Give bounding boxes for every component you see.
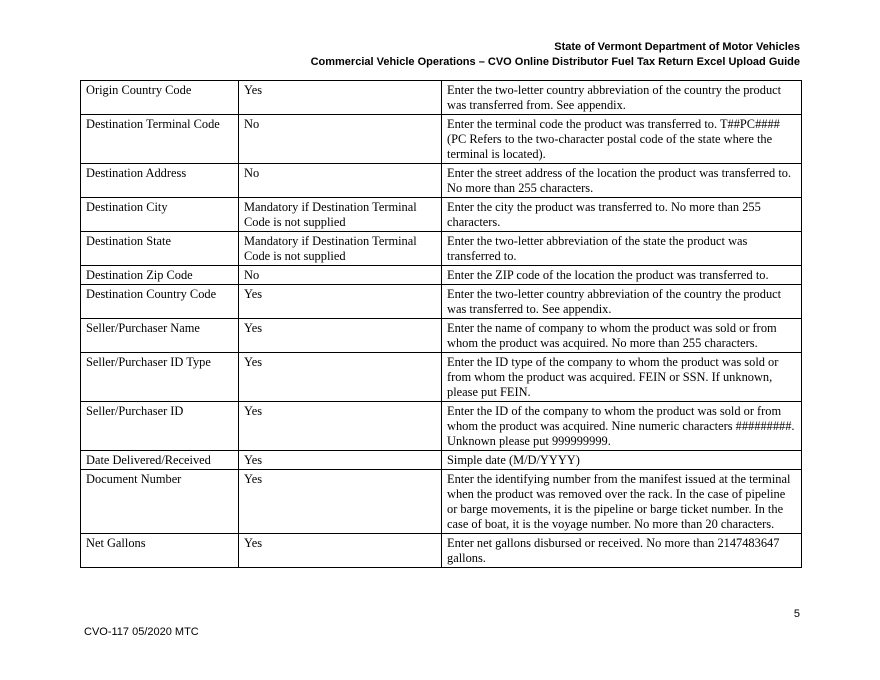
description-cell: Enter the terminal code the product was transferred to. T##PC#### (PC Refers to the two-character postal code of the state where the terminal is located). bbox=[442, 115, 802, 164]
description-cell: Enter the identifying number from the manifest issued at the terminal when the product was removed over the rack. In the case of pipeline or barge movements, it is the pipeline or barge ticket number. In the case of boat, it is the voyage number. No more than 20 characters. bbox=[442, 470, 802, 534]
table-row bbox=[81, 198, 802, 232]
field-name-cell: Destination Terminal Code bbox=[81, 115, 239, 164]
table-row bbox=[81, 319, 802, 353]
table-row bbox=[81, 285, 802, 319]
field-name-cell: Destination Country Code bbox=[81, 285, 239, 319]
description-cell: Enter the ID type of the company to whom the product was sold or from whom the product was acquired. FEIN or SSN. If unknown, please put FEIN. bbox=[442, 353, 802, 402]
description-cell: Enter the two-letter abbreviation of the state the product was transferred to. bbox=[442, 232, 802, 266]
required-cell: No bbox=[239, 266, 442, 285]
header-agency: State of Vermont Department of Motor Vehicles bbox=[554, 41, 800, 53]
field-name-cell: Document Number bbox=[81, 470, 239, 534]
required-cell: Yes bbox=[239, 402, 442, 451]
field-spec-table bbox=[80, 80, 802, 568]
page-number: 5 bbox=[793, 608, 800, 620]
description-cell: Simple date (M/D/YYYY) bbox=[442, 451, 802, 470]
table-row bbox=[81, 353, 802, 402]
field-name-cell: Seller/Purchaser Name bbox=[81, 319, 239, 353]
description-cell: Enter the ID of the company to whom the product was sold or from whom the product was acquired. Nine numeric characters #########. Unknown please put 999999999. bbox=[442, 402, 802, 451]
required-cell: Yes bbox=[239, 470, 442, 534]
description-cell: Enter the street address of the location the product was transferred to. No more than 255 characters. bbox=[442, 164, 802, 198]
description-cell: Enter the two-letter country abbreviation of the country the product was transferred from. See appendix. bbox=[442, 81, 802, 115]
table-row bbox=[81, 232, 802, 266]
form-footer: CVO-117 05/2020 MTC bbox=[84, 626, 199, 638]
required-cell: Mandatory if Destination Terminal Code is not supplied bbox=[239, 198, 442, 232]
required-cell: Yes bbox=[239, 353, 442, 402]
field-name-cell: Destination Address bbox=[81, 164, 239, 198]
table-row bbox=[81, 164, 802, 198]
description-cell: Enter the city the product was transferred to. No more than 255 characters. bbox=[442, 198, 802, 232]
header-guide-title: Commercial Vehicle Operations – CVO Online Distributor Fuel Tax Return Excel Upload Guide bbox=[310, 56, 800, 68]
field-spec-table-body bbox=[81, 81, 802, 568]
field-name-cell: Origin Country Code bbox=[81, 81, 239, 115]
description-cell: Enter the two-letter country abbreviation of the country the product was transferred to. See appendix. bbox=[442, 285, 802, 319]
field-name-cell: Destination City bbox=[81, 198, 239, 232]
field-name-cell: Net Gallons bbox=[81, 534, 239, 568]
field-name-cell: Seller/Purchaser ID bbox=[81, 402, 239, 451]
field-name-cell: Destination Zip Code bbox=[81, 266, 239, 285]
required-cell: Yes bbox=[239, 451, 442, 470]
field-name-cell: Destination State bbox=[81, 232, 239, 266]
field-name-cell: Seller/Purchaser ID Type bbox=[81, 353, 239, 402]
table-row bbox=[81, 402, 802, 451]
table-row bbox=[81, 451, 802, 470]
field-name-cell: Date Delivered/Received bbox=[81, 451, 239, 470]
required-cell: Yes bbox=[239, 534, 442, 568]
required-cell: No bbox=[239, 115, 442, 164]
table-row bbox=[81, 266, 802, 285]
description-cell: Enter the name of company to whom the product was sold or from whom the product was acquired. No more than 255 characters. bbox=[442, 319, 802, 353]
table-row bbox=[81, 534, 802, 568]
description-cell: Enter the ZIP code of the location the product was transferred to. bbox=[442, 266, 802, 285]
required-cell: Yes bbox=[239, 319, 442, 353]
required-cell: Yes bbox=[239, 285, 442, 319]
table-row bbox=[81, 470, 802, 534]
required-cell: Mandatory if Destination Terminal Code is not supplied bbox=[239, 232, 442, 266]
table-row bbox=[81, 115, 802, 164]
page-header bbox=[311, 40, 800, 70]
description-cell: Enter net gallons disbursed or received. No more than 2147483647 gallons. bbox=[442, 534, 802, 568]
required-cell: Yes bbox=[239, 81, 442, 115]
required-cell: No bbox=[239, 164, 442, 198]
table-row bbox=[81, 81, 802, 115]
